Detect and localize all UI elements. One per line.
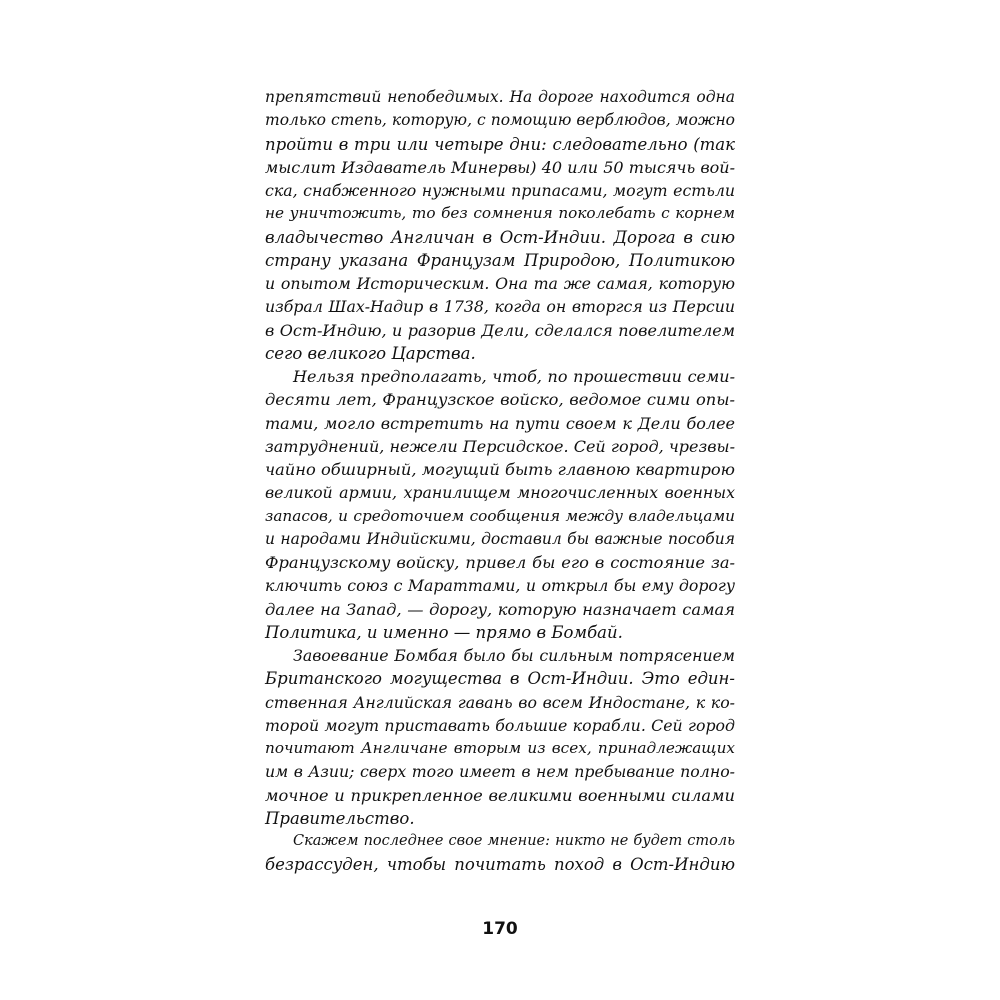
text-line: ска, снабженного нужными припасами, могут естьли <box>265 181 735 200</box>
text-line: в Ост-Индию, и разорив Дели, сделался повелителем <box>265 320 735 340</box>
text-line: великой армии, хранилищем многочисленных военных <box>265 483 735 503</box>
text-line: Политика, и именно — прямо в Бомбай. <box>265 622 623 642</box>
text-line: избрал Шах-Надир в 1738, когда он вторгся из Персии <box>265 297 735 317</box>
text-line: Нельзя предполагать, чтоб, по прошествии семи- <box>293 367 735 386</box>
text-line: запасов, и средоточием сообщения между владельцами <box>265 506 735 525</box>
text-line: препятствий непобедимых. На дороге находится одна <box>265 88 735 106</box>
text-line: пройти в три или четыре дни: следовательно (так <box>265 134 735 154</box>
text-line: Скажем последнее свое мнение: никто не будет столь <box>293 833 735 849</box>
text-line: почитают Англичане вторым из всех, принадлежащих <box>265 739 735 757</box>
text-line: мочное и прикрепленное великими военными силами <box>265 785 735 805</box>
text-line: владычество Англичан в Ост-Индии. Дорога в сию <box>265 227 735 247</box>
text-line: мыслит Издаватель Минервы) 40 или 50 тысячь вой- <box>265 157 735 177</box>
text-line: и народами Индийскими, доставил бы важные пособия <box>265 529 735 548</box>
text-line: затруднений, нежели Персидское. Сей город, чрезвы- <box>265 436 735 456</box>
text-line: только степь, которую, с помощию верблюдов, можно <box>265 111 735 130</box>
page-number: 170 <box>482 919 518 939</box>
text-line: ственная Английская гавань во всем Индостане, к ко- <box>265 692 735 712</box>
text-line: Французскому войску, привел бы его в состояние за- <box>265 553 735 572</box>
text-line: ключить союз с Мараттами, и открыл бы ему дорогу <box>265 576 735 596</box>
body-text <box>265 86 735 877</box>
text-line: им в Азии; сверх того имеет в нем пребывание полно- <box>265 762 735 782</box>
text-line: безрассуден, чтобы почитать поход в Ост-Индию <box>265 855 735 875</box>
text-line: далее на Запад, — дорогу, которую назначает самая <box>265 599 735 619</box>
text-line: торой могут приставать большие корабли. Сей город <box>265 715 735 735</box>
text-line: сего великого Царства. <box>265 343 476 363</box>
text-line: Завоевание Бомбая было бы сильным потрясением <box>293 646 735 665</box>
text-line: тами, могло встретить на пути своем к Дели более <box>265 413 735 433</box>
text-line: Британского могущества в Ост-Индии. Это един- <box>265 669 735 689</box>
text-line: Правительство. <box>265 808 415 828</box>
text-line: чайно обширный, могущий быть главною квартирою <box>265 460 735 479</box>
text-line: десяти лет, Французское войско, ведомое сими опы- <box>265 390 735 410</box>
text-line: не уничтожить, то без сомнения поколебать с корнем <box>265 204 735 223</box>
text-line: страну указана Французам Природою, Политикою <box>265 250 735 270</box>
text-line: и опытом Историческим. Она та же самая, которую <box>265 274 735 293</box>
